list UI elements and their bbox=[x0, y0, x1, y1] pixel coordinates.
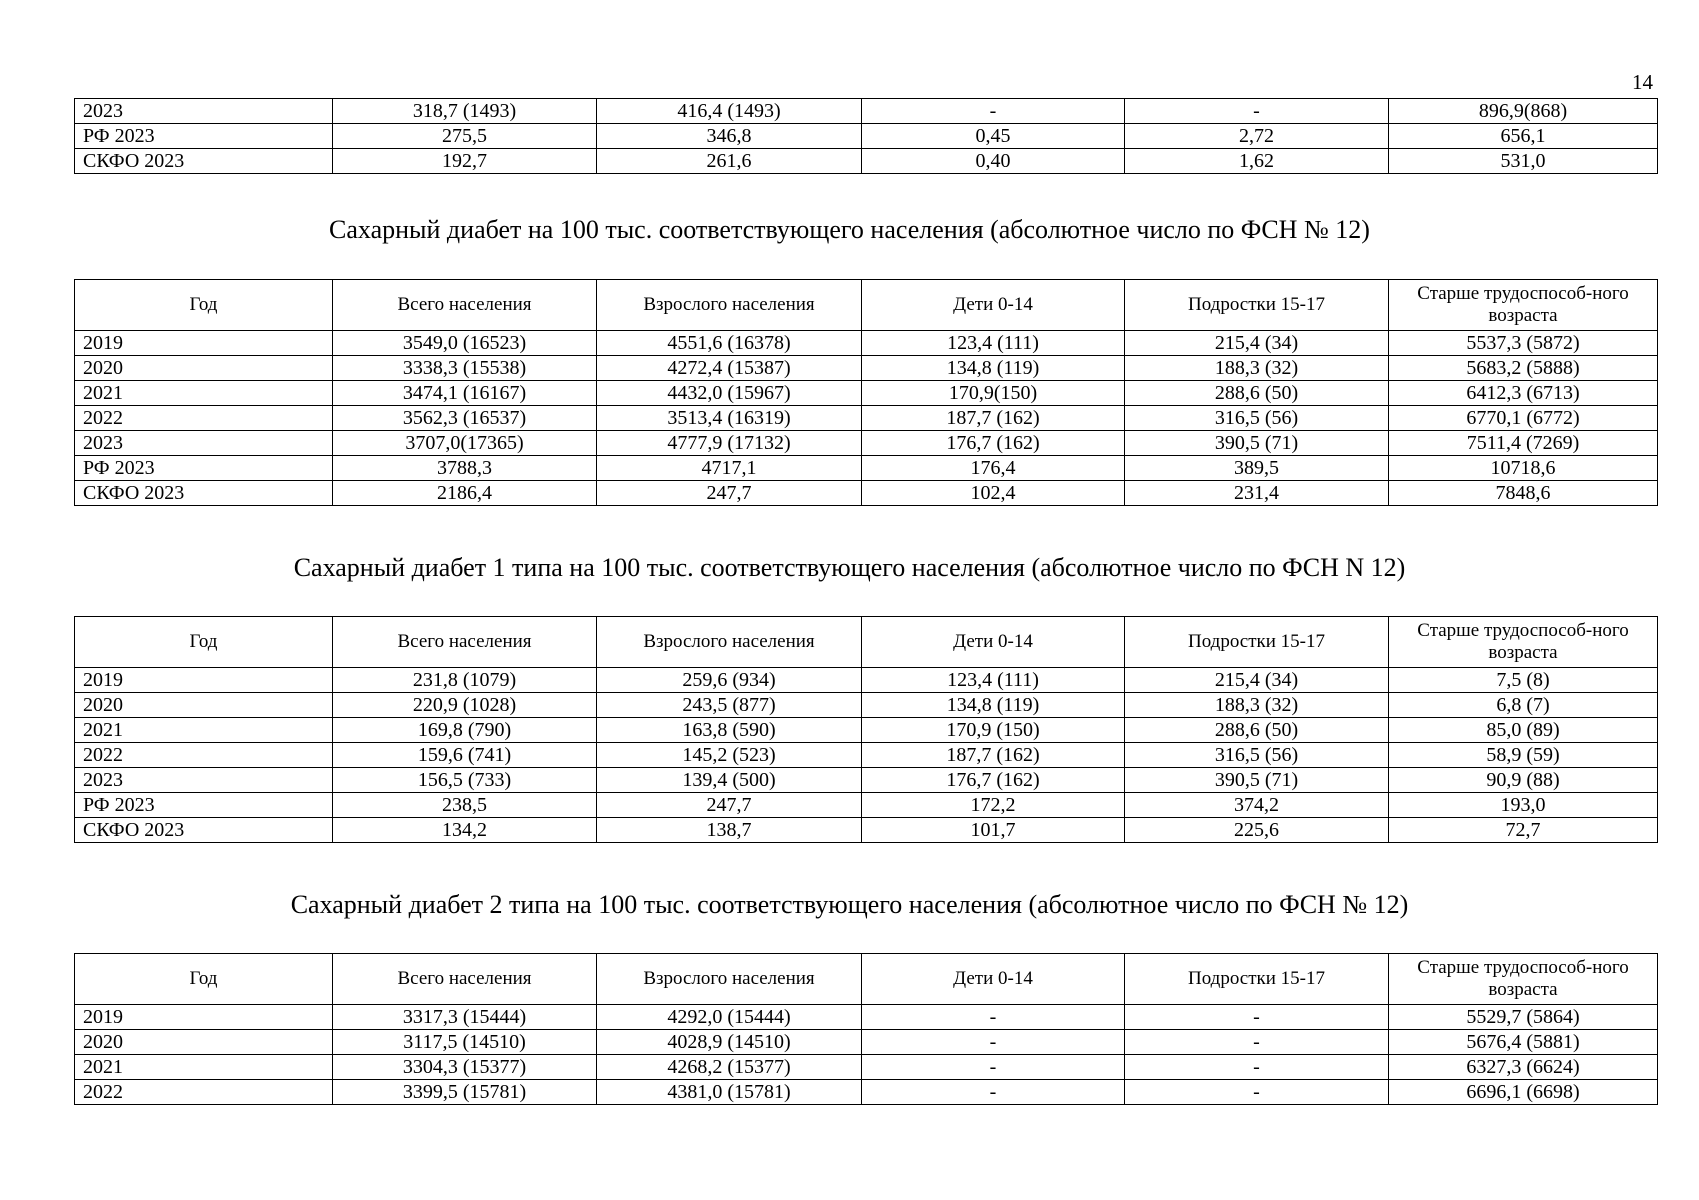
cell: - bbox=[1125, 1030, 1389, 1055]
cell: 4292,0 (15444) bbox=[597, 1005, 862, 1030]
cell: 101,7 bbox=[862, 818, 1125, 843]
cell: 139,4 (500) bbox=[597, 768, 862, 793]
cell: 2020 bbox=[75, 1030, 333, 1055]
cell: 247,7 bbox=[597, 481, 862, 506]
cell: 187,7 (162) bbox=[862, 406, 1125, 431]
cell: 2021 bbox=[75, 381, 333, 406]
cell: 10718,6 bbox=[1389, 456, 1658, 481]
cell: 3562,3 (16537) bbox=[333, 406, 597, 431]
cell: 2022 bbox=[75, 743, 333, 768]
cell: 193,0 bbox=[1389, 793, 1658, 818]
cell: 259,6 (934) bbox=[597, 668, 862, 693]
cell: СКФО 2023 bbox=[75, 149, 333, 174]
cell: 215,4 (34) bbox=[1125, 331, 1389, 356]
table-row bbox=[75, 1080, 1658, 1105]
cell: - bbox=[862, 1055, 1125, 1080]
cell: 5529,7 (5864) bbox=[1389, 1005, 1658, 1030]
column-header: Год bbox=[75, 617, 333, 668]
cell: РФ 2023 bbox=[75, 124, 333, 149]
header-row bbox=[75, 617, 1658, 668]
cell: 170,9(150) bbox=[862, 381, 1125, 406]
cell: 416,4 (1493) bbox=[597, 99, 862, 124]
section-table bbox=[74, 953, 1657, 1105]
cell: 2022 bbox=[75, 406, 333, 431]
column-header: Подростки 15-17 bbox=[1125, 280, 1389, 331]
cell: 7848,6 bbox=[1389, 481, 1658, 506]
cell: 192,7 bbox=[333, 149, 597, 174]
column-header: Взрослого населения bbox=[597, 954, 862, 1005]
cell: 215,4 (34) bbox=[1125, 668, 1389, 693]
cell: 3707,0(17365) bbox=[333, 431, 597, 456]
column-header: Всего населения bbox=[333, 617, 597, 668]
cell: 123,4 (111) bbox=[862, 668, 1125, 693]
table-row bbox=[75, 718, 1658, 743]
table-row bbox=[75, 1030, 1658, 1055]
cell: 138,7 bbox=[597, 818, 862, 843]
column-header: Взрослого населения bbox=[597, 280, 862, 331]
cell: 6327,3 (6624) bbox=[1389, 1055, 1658, 1080]
cell: 2186,4 bbox=[333, 481, 597, 506]
cell: 896,9(868) bbox=[1389, 99, 1658, 124]
cell: 2019 bbox=[75, 331, 333, 356]
column-header: Старше трудоспособ-ного возраста bbox=[1389, 617, 1658, 668]
cell: 3338,3 (15538) bbox=[333, 356, 597, 381]
section-title: Сахарный диабет 2 типа на 100 тыс. соответствующего населения (абсолютное число по ФСН № 12) bbox=[290, 890, 1409, 919]
cell: 247,7 bbox=[597, 793, 862, 818]
cell: 2023 bbox=[75, 768, 333, 793]
cell: 656,1 bbox=[1389, 124, 1658, 149]
cell: 2,72 bbox=[1125, 124, 1389, 149]
cell: 134,8 (119) bbox=[862, 356, 1125, 381]
cell: 1,62 bbox=[1125, 149, 1389, 174]
cell: 2021 bbox=[75, 1055, 333, 1080]
cell: 3788,3 bbox=[333, 456, 597, 481]
cell: 318,7 (1493) bbox=[333, 99, 597, 124]
cell: 390,5 (71) bbox=[1125, 768, 1389, 793]
cell: - bbox=[1125, 99, 1389, 124]
cell: 243,5 (877) bbox=[597, 693, 862, 718]
section-title: Сахарный диабет 1 типа на 100 тыс. соответствующего населения (абсолютное число по ФСН N 12) bbox=[293, 553, 1406, 582]
column-header: Всего населения bbox=[333, 280, 597, 331]
header-row bbox=[75, 954, 1658, 1005]
cell: 6,8 (7) bbox=[1389, 693, 1658, 718]
table-row bbox=[75, 743, 1658, 768]
cell: - bbox=[1125, 1055, 1389, 1080]
column-header: Дети 0-14 bbox=[862, 954, 1125, 1005]
cell: 169,8 (790) bbox=[333, 718, 597, 743]
table-row bbox=[75, 793, 1658, 818]
table-row bbox=[75, 381, 1658, 406]
table-row bbox=[75, 149, 1658, 174]
cell: СКФО 2023 bbox=[75, 818, 333, 843]
cell: 4551,6 (16378) bbox=[597, 331, 862, 356]
column-header: Дети 0-14 bbox=[862, 280, 1125, 331]
cell: СКФО 2023 bbox=[75, 481, 333, 506]
cell: 176,7 (162) bbox=[862, 768, 1125, 793]
cell: 288,6 (50) bbox=[1125, 718, 1389, 743]
table-row bbox=[75, 99, 1658, 124]
cell: 3117,5 (14510) bbox=[333, 1030, 597, 1055]
column-header: Год bbox=[75, 954, 333, 1005]
cell: 163,8 (590) bbox=[597, 718, 862, 743]
page-number: 14 bbox=[1632, 70, 1653, 94]
cell: 3399,5 (15781) bbox=[333, 1080, 597, 1105]
cell: 3549,0 (16523) bbox=[333, 331, 597, 356]
cell: - bbox=[862, 1080, 1125, 1105]
cell: 5676,4 (5881) bbox=[1389, 1030, 1658, 1055]
cell: 2019 bbox=[75, 668, 333, 693]
cell: 531,0 bbox=[1389, 149, 1658, 174]
cell: 6412,3 (6713) bbox=[1389, 381, 1658, 406]
cell: 3304,3 (15377) bbox=[333, 1055, 597, 1080]
cell: 225,6 bbox=[1125, 818, 1389, 843]
table-row bbox=[75, 481, 1658, 506]
table-row bbox=[75, 1055, 1658, 1080]
cell: 2020 bbox=[75, 356, 333, 381]
table-row bbox=[75, 768, 1658, 793]
cell: 7511,4 (7269) bbox=[1389, 431, 1658, 456]
cell: - bbox=[862, 1005, 1125, 1030]
cell: 4777,9 (17132) bbox=[597, 431, 862, 456]
cell: 72,7 bbox=[1389, 818, 1658, 843]
cell: 389,5 bbox=[1125, 456, 1389, 481]
cell: 261,6 bbox=[597, 149, 862, 174]
cell: 4432,0 (15967) bbox=[597, 381, 862, 406]
cell: 134,2 bbox=[333, 818, 597, 843]
cell: 134,8 (119) bbox=[862, 693, 1125, 718]
cell: 4381,0 (15781) bbox=[597, 1080, 862, 1105]
header-row bbox=[75, 280, 1658, 331]
table-row bbox=[75, 668, 1658, 693]
cell: 220,9 (1028) bbox=[333, 693, 597, 718]
cell: 3513,4 (16319) bbox=[597, 406, 862, 431]
cell: 2022 bbox=[75, 1080, 333, 1105]
cell: 85,0 (89) bbox=[1389, 718, 1658, 743]
cell: 145,2 (523) bbox=[597, 743, 862, 768]
cell: 2020 bbox=[75, 693, 333, 718]
cell: 374,2 bbox=[1125, 793, 1389, 818]
cell: 238,5 bbox=[333, 793, 597, 818]
cell: - bbox=[862, 99, 1125, 124]
cell: РФ 2023 bbox=[75, 793, 333, 818]
table-row bbox=[75, 331, 1658, 356]
cell: 0,45 bbox=[862, 124, 1125, 149]
column-header: Старше трудоспособ-ного возраста bbox=[1389, 954, 1658, 1005]
cell: РФ 2023 bbox=[75, 456, 333, 481]
cell: 0,40 bbox=[862, 149, 1125, 174]
cell: 2023 bbox=[75, 431, 333, 456]
cell: 2021 bbox=[75, 718, 333, 743]
cell: 188,3 (32) bbox=[1125, 693, 1389, 718]
cell: 5537,3 (5872) bbox=[1389, 331, 1658, 356]
cell: 7,5 (8) bbox=[1389, 668, 1658, 693]
cell: 5683,2 (5888) bbox=[1389, 356, 1658, 381]
cell: 4028,9 (14510) bbox=[597, 1030, 862, 1055]
cell: 316,5 (56) bbox=[1125, 406, 1389, 431]
cell: 4717,1 bbox=[597, 456, 862, 481]
table-row bbox=[75, 431, 1658, 456]
cell: 159,6 (741) bbox=[333, 743, 597, 768]
table-row bbox=[75, 693, 1658, 718]
cell: 170,9 (150) bbox=[862, 718, 1125, 743]
section-table bbox=[74, 279, 1657, 506]
column-header: Подростки 15-17 bbox=[1125, 617, 1389, 668]
column-header: Всего населения bbox=[333, 954, 597, 1005]
cell: 6696,1 (6698) bbox=[1389, 1080, 1658, 1105]
cell: 6770,1 (6772) bbox=[1389, 406, 1658, 431]
column-header: Взрослого населения bbox=[597, 617, 862, 668]
cell: 390,5 (71) bbox=[1125, 431, 1389, 456]
section-table bbox=[74, 616, 1657, 843]
cell: 176,7 (162) bbox=[862, 431, 1125, 456]
cell: 275,5 bbox=[333, 124, 597, 149]
table-row bbox=[75, 818, 1658, 843]
cell: 231,4 bbox=[1125, 481, 1389, 506]
cell: 4272,4 (15387) bbox=[597, 356, 862, 381]
column-header: Год bbox=[75, 280, 333, 331]
table-row bbox=[75, 1005, 1658, 1030]
cell: 4268,2 (15377) bbox=[597, 1055, 862, 1080]
table-row bbox=[75, 406, 1658, 431]
table-row bbox=[75, 456, 1658, 481]
cell: 346,8 bbox=[597, 124, 862, 149]
cell: 3474,1 (16167) bbox=[333, 381, 597, 406]
table-row bbox=[75, 124, 1658, 149]
cell: 3317,3 (15444) bbox=[333, 1005, 597, 1030]
cell: 2023 bbox=[75, 99, 333, 124]
cell: 172,2 bbox=[862, 793, 1125, 818]
column-header: Подростки 15-17 bbox=[1125, 954, 1389, 1005]
top-table bbox=[74, 98, 1657, 174]
cell: 102,4 bbox=[862, 481, 1125, 506]
cell: 156,5 (733) bbox=[333, 768, 597, 793]
cell: - bbox=[1125, 1005, 1389, 1030]
cell: 316,5 (56) bbox=[1125, 743, 1389, 768]
table-row bbox=[75, 356, 1658, 381]
cell: 231,8 (1079) bbox=[333, 668, 597, 693]
cell: 2019 bbox=[75, 1005, 333, 1030]
cell: 58,9 (59) bbox=[1389, 743, 1658, 768]
cell: 176,4 bbox=[862, 456, 1125, 481]
section-title: Сахарный диабет на 100 тыс. соответствующего населения (абсолютное число по ФСН № 12) bbox=[329, 215, 1370, 244]
cell: 123,4 (111) bbox=[862, 331, 1125, 356]
cell: 187,7 (162) bbox=[862, 743, 1125, 768]
cell: 188,3 (32) bbox=[1125, 356, 1389, 381]
cell: 90,9 (88) bbox=[1389, 768, 1658, 793]
column-header: Старше трудоспособ-ного возраста bbox=[1389, 280, 1658, 331]
column-header: Дети 0-14 bbox=[862, 617, 1125, 668]
cell: - bbox=[862, 1030, 1125, 1055]
cell: - bbox=[1125, 1080, 1389, 1105]
cell: 288,6 (50) bbox=[1125, 381, 1389, 406]
